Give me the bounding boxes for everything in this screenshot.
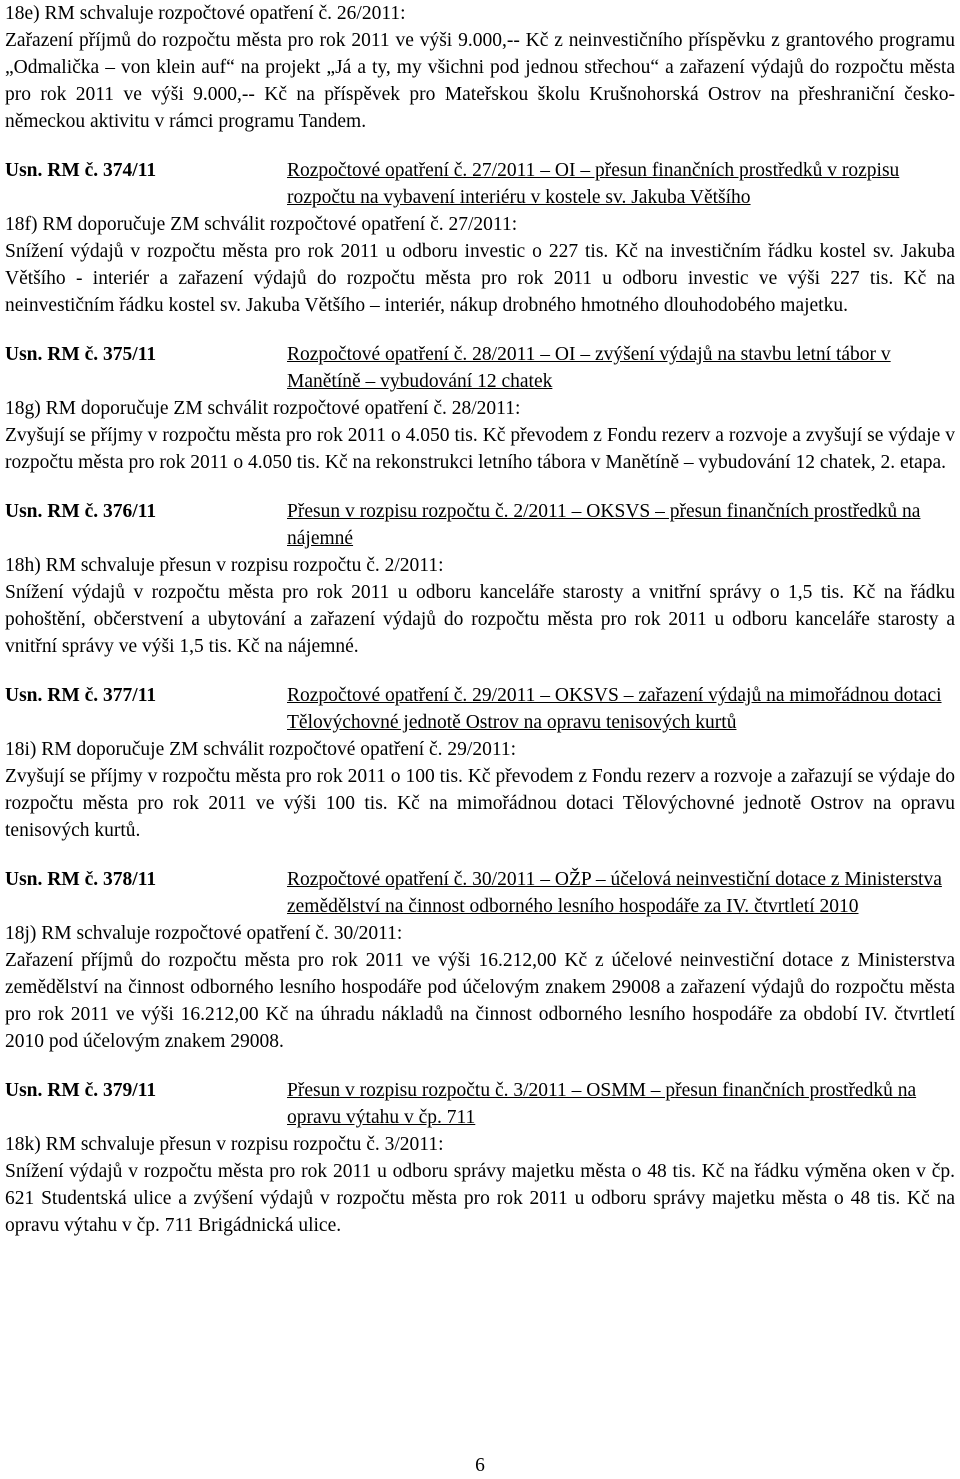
resolution-number: Usn. RM č. 376/11 bbox=[5, 501, 157, 522]
resolution-heading bbox=[5, 498, 955, 552]
resolution-subject: Rozpočtové opatření č. 28/2011 – OI – zvýšení výdajů na stavbu letní tábor v Manětíně – vybudování 12 chatek bbox=[287, 344, 891, 392]
resolution-heading bbox=[5, 866, 955, 920]
resolution-decision: 18f) RM doporučuje ZM schválit rozpočtové opatření č. 27/2011: bbox=[5, 214, 518, 235]
resolution-body: Zařazení příjmů do rozpočtu města pro rok 2011 ve výši 16.212,00 Kč z účelové neinvestiční dotace z Ministerstva zemědělství na činnost odborného lesního hospodáře pod účelovým znakem 29008 a zařazení výdajů do rozpočtu města pro rok 2011 ve výši 16.212,00 Kč na úhradu nákladů na činnost odborného lesního hospodáře za období IV. čtvrtletí 2010 pod účelovým znakem 29008. bbox=[5, 950, 955, 1052]
resolution-subject: Rozpočtové opatření č. 27/2011 – OI – přesun finančních prostředků v rozpisu rozpočtu na vybavení interiéru v kostele sv. Jakuba Většího bbox=[287, 160, 900, 208]
intro-decision: 18e) RM schvaluje rozpočtové opatření č. 26/2011: bbox=[5, 3, 406, 24]
resolution-number: Usn. RM č. 379/11 bbox=[5, 1080, 157, 1101]
resolution-heading bbox=[5, 157, 955, 211]
resolution-body: Snížení výdajů v rozpočtu města pro rok 2011 u odboru investic o 227 tis. Kč na investičním řádku kostel sv. Jakuba Většího - interiér a zařazení výdajů do rozpočtu města pro rok 2011 u odboru investic ve výši 227 tis. Kč na neinvestičním řádku kostel sv. Jakuba Většího – interiér, nákup drobného hmotného dlouhodobého majetku. bbox=[5, 241, 955, 316]
resolution-subject: Přesun v rozpisu rozpočtu č. 2/2011 – OKSVS – přesun finančních prostředků na nájemné bbox=[287, 501, 921, 549]
spacer bbox=[5, 476, 955, 498]
spacer bbox=[5, 1055, 955, 1077]
resolution-decision: 18i) RM doporučuje ZM schválit rozpočtové opatření č. 29/2011: bbox=[5, 739, 517, 760]
resolution-subject: Rozpočtové opatření č. 29/2011 – OKSVS – zařazení výdajů na mimořádnou dotaci Tělovýchovné jednotě Ostrov na opravu tenisových kurtů bbox=[287, 685, 942, 733]
page-number: 6 bbox=[475, 1455, 485, 1476]
resolution-decision: 18k) RM schvaluje přesun v rozpisu rozpočtu č. 3/2011: bbox=[5, 1134, 444, 1155]
resolution-heading bbox=[5, 341, 955, 395]
spacer bbox=[5, 844, 955, 866]
resolution-decision: 18g) RM doporučuje ZM schválit rozpočtové opatření č. 28/2011: bbox=[5, 398, 521, 419]
intro-body: Zařazení příjmů do rozpočtu města pro rok 2011 ve výši 9.000,-- Kč z neinvestičního příspěvku z grantového programu „Odmalička – von klein auf“ na projekt „Já a ty, my všichni pod jednou střechou“ a zařazení výdajů do rozpočtu města pro rok 2011 ve výši 9.000,-- Kč na příspěvek pro Mateřskou školu Krušnohorská Ostrov na přeshraniční česko-německou aktivitu v rámci programu Tandem. bbox=[5, 30, 955, 132]
resolution-body: Zvyšují se příjmy v rozpočtu města pro rok 2011 o 4.050 tis. Kč převodem z Fondu rezerv a rozvoje a zvyšují se výdaje v rozpočtu města pro rok 2011 o 4.050 tis. Kč na rekonstrukci letního tábora v Manětíně – vybudování 12 chatek, 2. etapa. bbox=[5, 425, 955, 473]
resolution-subject: Rozpočtové opatření č. 30/2011 – OŽP – účelová neinvestiční dotace z Ministerstva zemědělství na činnost odborného lesního hospodáře za IV. čtvrtletí 2010 bbox=[287, 869, 942, 917]
resolution-decision: 18j) RM schvaluje rozpočtové opatření č. 30/2011: bbox=[5, 923, 403, 944]
resolution-body: Snížení výdajů v rozpočtu města pro rok 2011 u odboru správy majetku města o 48 tis. Kč na řádku výměna oken v čp. 621 Studentská ulice a zvýšení výdajů v rozpočtu města pro rok 2011 u odboru správy majetku města o 48 tis. Kč na opravu výtahu v čp. 711 Brigádnická ulice. bbox=[5, 1161, 955, 1236]
resolution-heading bbox=[5, 1077, 955, 1131]
resolution-number: Usn. RM č. 375/11 bbox=[5, 344, 157, 365]
resolution-body: Zvyšují se příjmy v rozpočtu města pro rok 2011 o 100 tis. Kč převodem z Fondu rezerv a rozvoje a zařazují se výdaje do rozpočtu města pro rok 2011 ve výši 100 tis. Kč na mimořádnou dotaci Tělovýchovné jednotě Ostrov na opravu tenisových kurtů. bbox=[5, 766, 955, 841]
resolution-number: Usn. RM č. 377/11 bbox=[5, 685, 157, 706]
resolution-number: Usn. RM č. 374/11 bbox=[5, 160, 157, 181]
spacer bbox=[5, 135, 955, 157]
resolution-number: Usn. RM č. 378/11 bbox=[5, 869, 157, 890]
document-page bbox=[5, 0, 955, 1239]
resolution-heading bbox=[5, 682, 955, 736]
resolution-decision: 18h) RM schvaluje přesun v rozpisu rozpočtu č. 2/2011: bbox=[5, 555, 444, 576]
resolution-subject: Přesun v rozpisu rozpočtu č. 3/2011 – OSMM – přesun finančních prostředků na opravu výtahu v čp. 711 bbox=[287, 1080, 917, 1128]
resolution-body: Snížení výdajů v rozpočtu města pro rok 2011 u odboru kanceláře starosty a vnitřní správy o 1,5 tis. Kč na řádku pohoštění, občerstvení a ubytování a zařazení výdajů do rozpočtu města pro rok 2011 u odboru kanceláře starosty a vnitřní správy ve výši 1,5 tis. Kč na nájemné. bbox=[5, 582, 955, 657]
spacer bbox=[5, 660, 955, 682]
spacer bbox=[5, 319, 955, 341]
